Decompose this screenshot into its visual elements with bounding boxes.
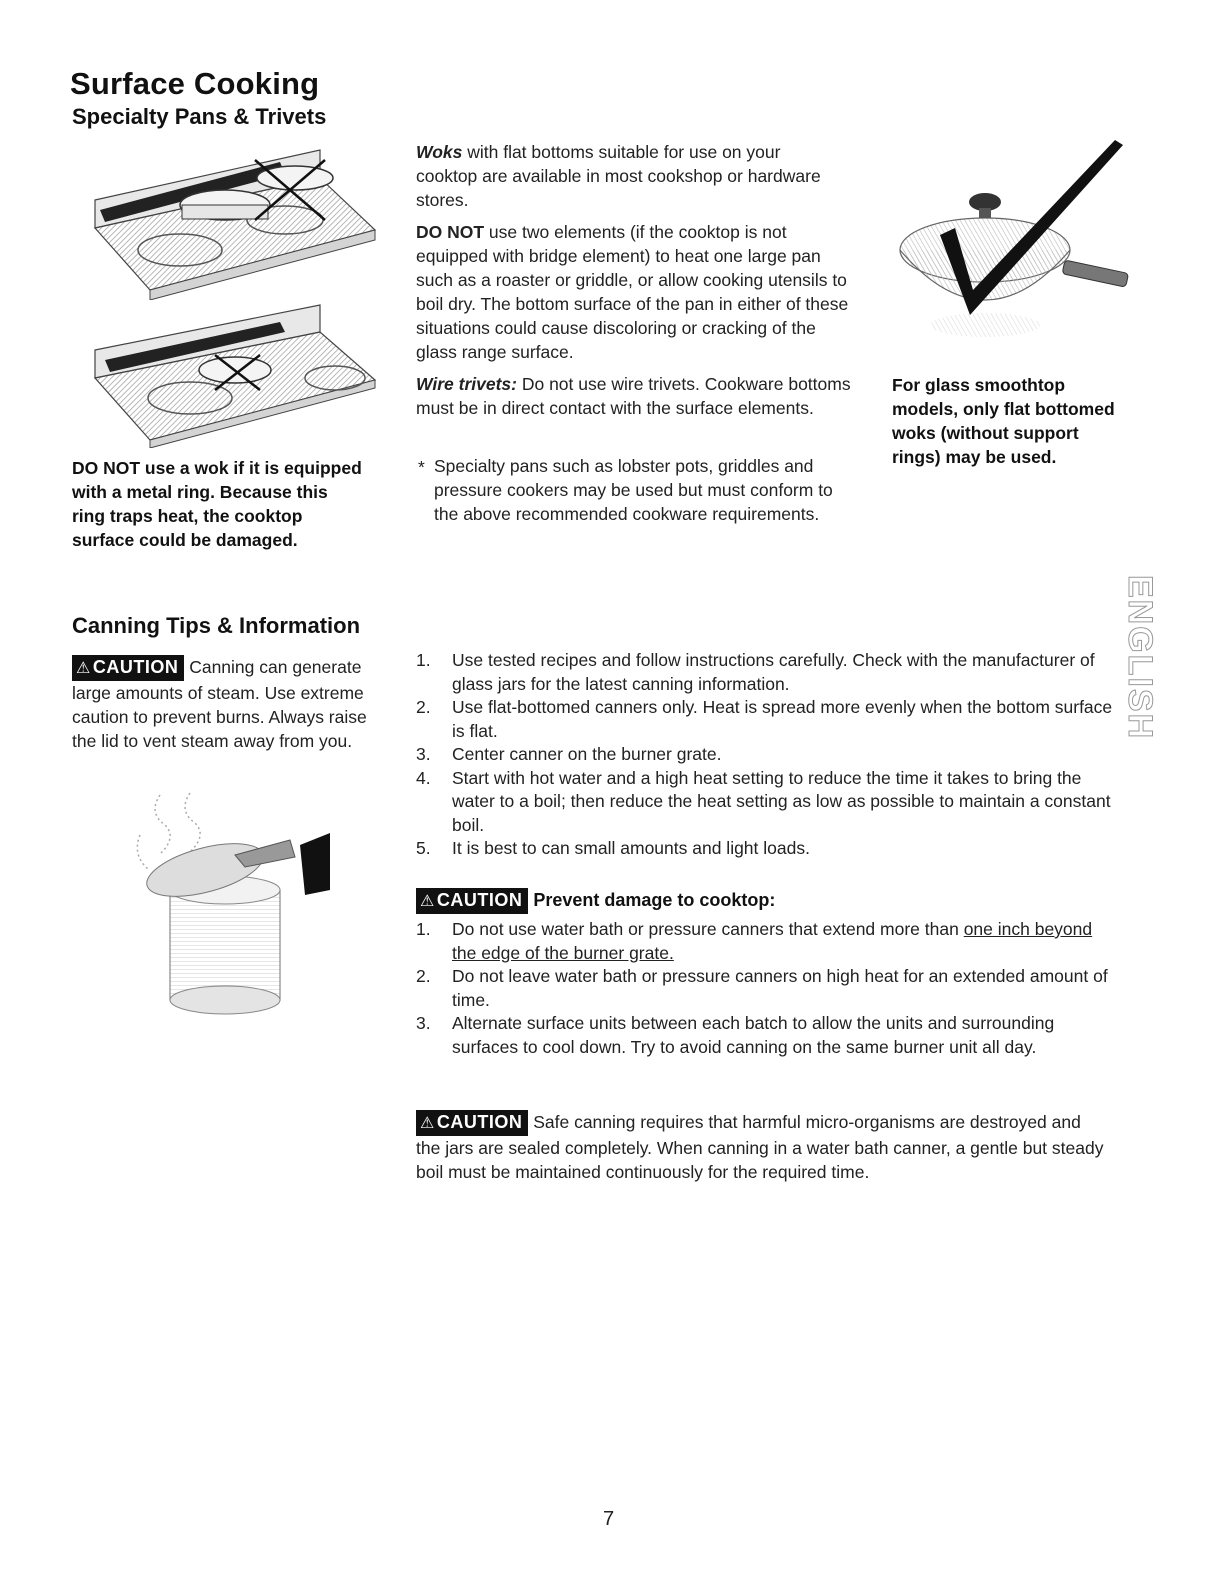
canner-steam-illustration [130, 785, 340, 1020]
wire-trivets-lead: Wire trivets: [416, 374, 517, 394]
woks-text: with flat bottoms suitable for use on your cooktop are available in most cookshop or hardware stores. [416, 142, 821, 210]
prevent-number: 1. [416, 919, 431, 939]
prevent-underlined-text: one inch beyond the edge of the burner grate. [452, 919, 1093, 963]
tip-text: Use tested recipes and follow instructions carefully. Check with the manufacturer of glass jars for the latest canning information. [452, 650, 1095, 694]
prevent-number: 3. [416, 1013, 431, 1033]
caution-label: CAUTION [436, 890, 523, 910]
canning-tip [416, 743, 1116, 767]
caution-badge [416, 888, 528, 914]
wire-trivets-text: Do not use wire trivets. Cookware bottoms must be in direct contact with the surface elements. [416, 374, 851, 418]
language-side-tab: ENGLISH [1121, 575, 1159, 741]
prevent-text: Do not use water bath or pressure canners that extend more than [452, 919, 964, 939]
section-subtitle: Specialty Pans & Trivets [72, 104, 327, 129]
tip-text: Start with hot water and a high heat setting to reduce the time it takes to bring the water to a boil; then reduce the heat setting as low as possible to maintain a constant boil. [452, 767, 1111, 835]
prevent-damage-heading: Prevent damage to cooktop: [533, 890, 776, 910]
canning-tips-list [416, 649, 1116, 861]
warning-triangle-icon: ⚠ [420, 1115, 435, 1132]
woks-paragraph [416, 140, 846, 212]
page-title: Surface Cooking [70, 66, 320, 101]
tip-number: 2. [416, 697, 431, 717]
cooktop-wok-ring-illustration [70, 140, 380, 300]
safe-canning-paragraph [416, 1110, 1106, 1184]
prevent-item [416, 1012, 1116, 1059]
canning-heading: Canning Tips & Information [72, 613, 361, 638]
flat-wok-check-illustration [895, 140, 1135, 350]
canning-caution-text: Canning can generate large amounts of steam. Use extreme caution to prevent burns. Always raise the lid to vent steam away from you. [72, 657, 367, 751]
prevent-text: Alternate surface units between each batch to allow the units and surrounding surfaces to cool down. Try to avoid canning on the same burner unit all day. [452, 1013, 1055, 1057]
canning-tip [416, 649, 1116, 696]
prevent-text: Do not leave water bath or pressure canners on high heat for an extended amount of time. [452, 966, 1108, 1010]
canning-tip [416, 696, 1116, 743]
woks-lead: Woks [416, 142, 463, 162]
tip-number: 3. [416, 744, 431, 764]
tip-text: Use flat-bottomed canners only. Heat is spread more evenly when the bottom surface is flat. [452, 697, 1113, 741]
do-not-paragraph [416, 220, 856, 364]
wok-ring-warning: DO NOT use a wok if it is equipped with a metal ring. Because this ring traps heat, the cooktop surface could be damaged. [72, 458, 362, 550]
canning-caution-paragraph [72, 655, 372, 753]
glass-smoothtop-note: For glass smoothtop models, only flat bottomed woks (without support rings) may be used. [892, 375, 1115, 467]
warning-triangle-icon: ⚠ [76, 660, 91, 677]
safe-canning-text: Safe canning requires that harmful micro-organisms are destroyed and the jars are sealed completely. When canning in a water bath canner, a gentle but steady boil must be maintained continuously for the required time. [416, 1112, 1104, 1182]
do-not-text: use two elements (if the cooktop is not equipped with bridge element) to heat one large pan such as a roaster or griddle, or allow cooking utensils to boil dry. The bottom surface of the pan in either of these situations could cause discoloring or cracking of the glass range surface. [416, 222, 849, 362]
caution-badge [416, 1110, 528, 1136]
canning-tip [416, 837, 1116, 861]
prevent-item [416, 918, 1116, 965]
tip-text: It is best to can small amounts and light loads. [452, 838, 810, 858]
do-not-lead: DO NOT [416, 222, 485, 242]
asterisk-mark: * [418, 457, 425, 477]
tip-text: Center canner on the burner grate. [452, 744, 722, 764]
warning-triangle-icon: ⚠ [420, 893, 435, 910]
prevent-damage-list [416, 918, 1116, 1059]
prevent-number: 2. [416, 966, 431, 986]
caution-label: CAUTION [436, 1112, 523, 1132]
prevent-item [416, 965, 1116, 1012]
tip-number: 1. [416, 650, 431, 670]
tip-number: 5. [416, 838, 431, 858]
cooktop-trivet-illustration [70, 300, 380, 448]
wire-trivets-paragraph [416, 372, 856, 420]
caution-badge [72, 655, 184, 681]
prevent-damage-line [416, 888, 775, 914]
tip-number: 4. [416, 767, 431, 788]
specialty-pans-note: Specialty pans such as lobster pots, griddles and pressure cookers may be used but must conform to the above recommended cookware requirements. [434, 456, 833, 524]
canning-tip [416, 767, 1116, 838]
caution-label: CAUTION [92, 657, 179, 677]
page-number: 7 [603, 1508, 615, 1530]
